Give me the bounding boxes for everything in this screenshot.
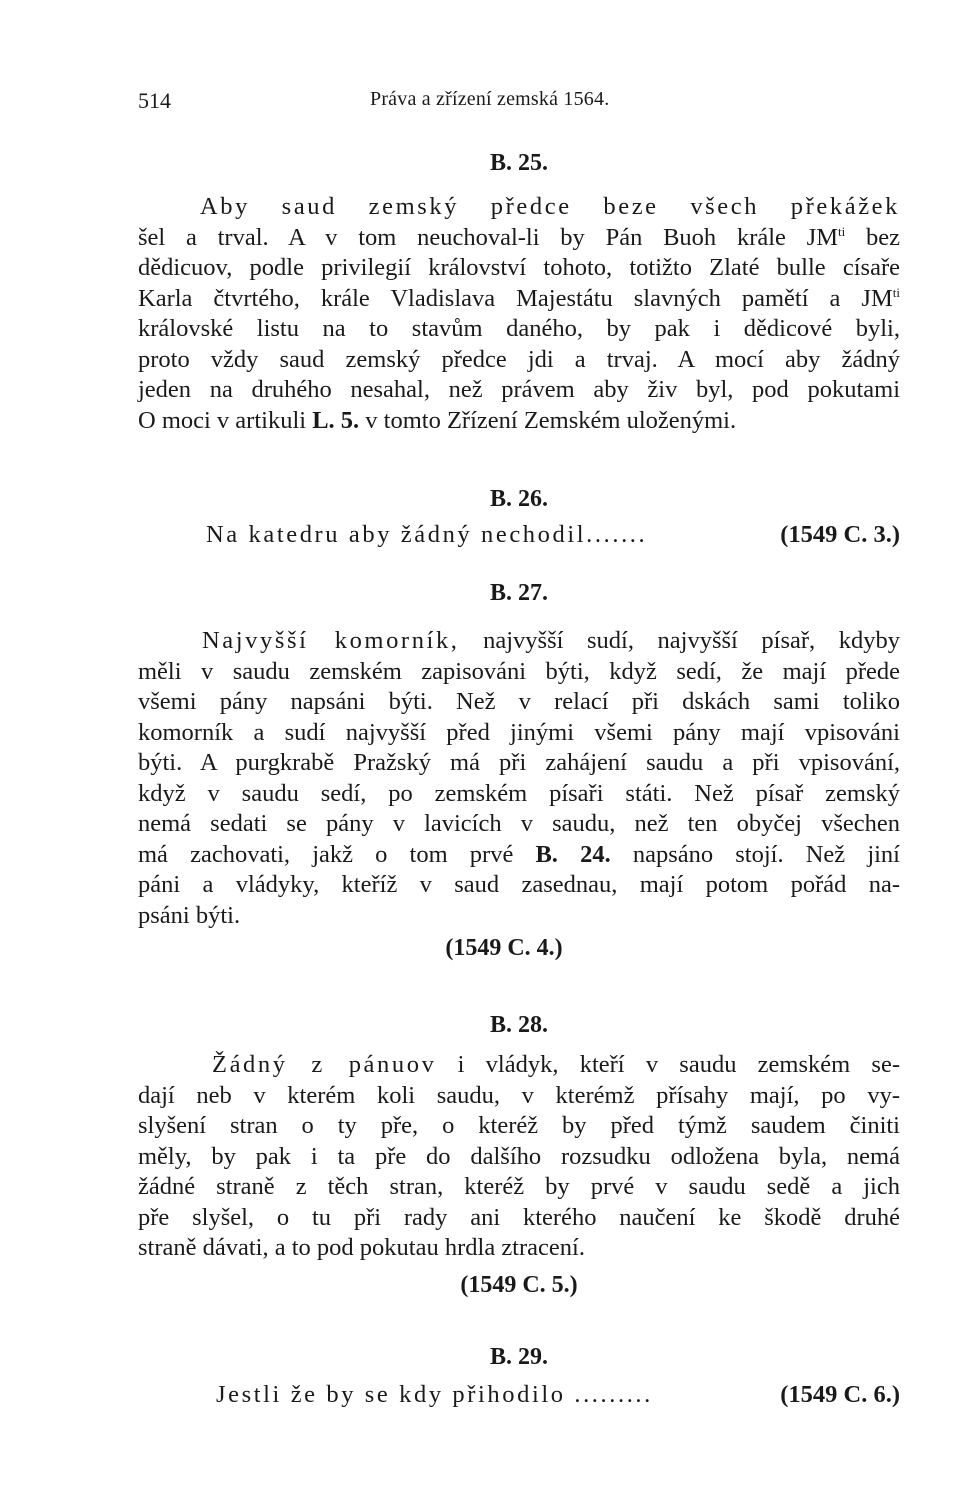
reference: (1549 C. 4.): [445, 935, 563, 961]
running-title: Práva a zřízení zemská 1564.: [370, 88, 610, 110]
paragraph-line: slyšení stran o ty pře, o kteréž by před týmž saudem činiti: [138, 1112, 900, 1139]
section-heading: B. 27.: [489, 580, 548, 606]
page-header: [138, 88, 898, 118]
section-b26: [138, 484, 900, 551]
paragraph-line: jeden na druhého nesahal, než právem aby živ byl, pod pokutami: [138, 376, 900, 403]
cross-reference: L. 5.: [312, 406, 360, 434]
section-b27: [138, 578, 900, 963]
superscript: ti: [892, 284, 900, 300]
paragraph-line: všemi pány napsáni býti. Než v relací při dskách sami toliko: [138, 688, 900, 715]
paragraph-line: měly, by pak i ta pře do dalšího rozsudku odložena byla, nemá: [138, 1142, 900, 1170]
section-b25: [138, 148, 900, 436]
paragraph-line: O moci v artikuli L. 5. v tomto Zřízení Zemském uloženými.: [138, 406, 737, 434]
paragraph-text: Jestli že by se kdy přihodilo .........: [216, 1381, 653, 1408]
reference: (1549 C. 5.): [460, 1271, 578, 1298]
paragraph-line: Žádný z pánuov i vládyk, kteří v saudu zemském se-: [212, 1051, 900, 1078]
paragraph-line: Najvyšší komorník, najvyšší sudí, najvyšší písař, kdyby: [202, 627, 900, 654]
paragraph-line: měli v saudu zemském zapisováni býti, když sedí, že mají přede: [138, 657, 900, 685]
paragraph-line: proto vždy saud zemský předce jdi a trvaj. A mocí aby žádný: [138, 345, 900, 373]
paragraph-line: páni a vládyky, kteříž v saud zasednau, mají potom pořád na-: [138, 871, 900, 898]
section-b29: [138, 1342, 900, 1411]
paragraph-line: psáni býti.: [138, 901, 241, 929]
paragraph-line: když v saudu sedí, po zemském písaři státi. Než písař zemský: [138, 779, 900, 807]
section-heading: B. 25.: [489, 150, 548, 176]
paragraph-line: straně dávati, a to pod pokutau hrdla ztracení.: [138, 1234, 585, 1261]
section-heading: B. 29.: [489, 1344, 548, 1370]
paragraph-text: Na katedru aby žádný nechodil.......: [206, 521, 648, 548]
cross-reference: B. 24.: [535, 840, 611, 868]
paragraph-line: Karla čtvrtého, krále Vladislava Majestátu slavných pamětí a $JM^{ti}$: [138, 284, 900, 312]
paragraph-line: býti. A purgkrabě Pražský má při zahájení saudu a při vpisování,: [138, 749, 900, 776]
section-heading: B. 28.: [489, 1012, 548, 1038]
section-heading: B. 26.: [489, 486, 548, 512]
superscript: ti: [838, 223, 846, 239]
paragraph-line: nemá sedati se pány v lavicích v saudu, než ten obyčej všechen: [138, 810, 900, 837]
paragraph-line: královské listu na to stavům daného, by pak i dědicové byli,: [138, 315, 900, 342]
paragraph-line: Aby saud zemský předce beze všech překážek: [200, 193, 900, 220]
page-number: 514: [138, 88, 171, 113]
paragraph-line: má zachovati, jakž o tom prvé B. 24. napsáno stojí. Než jiní: [138, 840, 900, 868]
paragraph-line: komorník a sudí najvyšší před jinými všemi pány mají vpisováni: [138, 718, 900, 746]
paragraph-line: žádné straně z těch stran, kteréž by prvé v saudu sedě a jich: [138, 1173, 900, 1200]
paragraph-line: pře slyšel, o tu při rady ani kterého naučení ke škodě druhé: [138, 1203, 900, 1231]
paragraph-line: [138, 1380, 900, 1411]
paragraph-line: dají neb v kterém koli saudu, v kterémž přísahy mají, po vy-: [138, 1081, 900, 1109]
reference: (1549 C. 3.): [780, 521, 900, 548]
paragraph-line: [138, 520, 900, 551]
paragraph-line: šel a trval. A v tom neuchoval-li by Pán Buoh krále $JM^{ti}$ bez: [138, 223, 901, 251]
paragraph-line: dědicuov, podle privilegií království tohoto, totižto Zlaté bulle císaře: [138, 254, 900, 281]
section-b28: [138, 1010, 900, 1300]
reference: (1549 C. 6.): [780, 1381, 900, 1408]
